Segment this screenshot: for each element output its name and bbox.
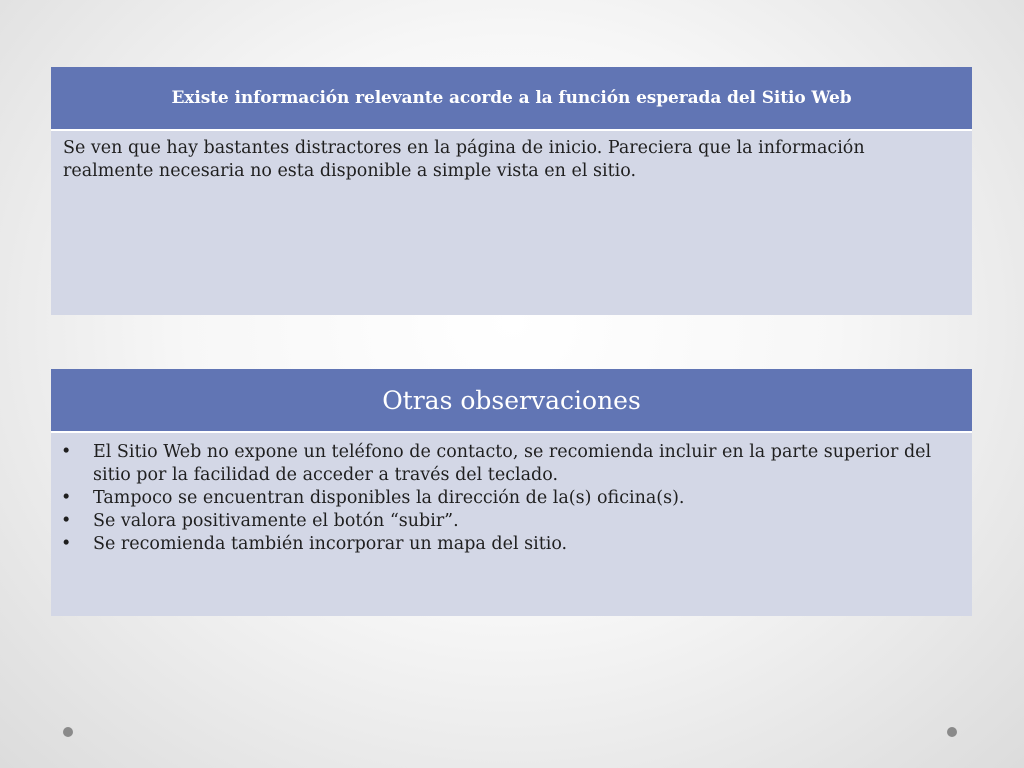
observations-body (51, 433, 972, 616)
table-body-text: Se ven que hay bastantes distractores en la página de inicio. Pareciera que la información realmente necesaria no esta disponible a simple vista en el sitio. (63, 138, 865, 181)
evaluation-table (51, 67, 972, 315)
bullet-icon: • (61, 511, 72, 531)
observations-heading (51, 369, 972, 433)
observations-heading-text: Otras observaciones (382, 385, 641, 415)
bullet-icon: • (61, 488, 72, 508)
list-item (61, 533, 962, 556)
table-heading-text: Existe información relevante acorde a la función esperada del Sitio Web (171, 88, 852, 108)
list-item (61, 441, 962, 487)
list-item-text: El Sitio Web no expone un teléfono de contacto, se recomienda incluir en la parte superior del sitio por la facilidad de acceder a través del teclado. (93, 442, 932, 485)
bullet-icon: • (61, 442, 72, 462)
list-item (61, 510, 962, 533)
list-item (61, 487, 962, 510)
decorative-dot-icon (947, 727, 957, 737)
observations-list (61, 441, 962, 556)
list-item-text: Se recomienda también incorporar un mapa del sitio. (93, 534, 568, 554)
observations-table (51, 369, 972, 616)
bullet-icon: • (61, 534, 72, 554)
table-heading (51, 67, 972, 131)
list-item-text: Tampoco se encuentran disponibles la dirección de la(s) oficina(s). (93, 488, 685, 508)
table-body (51, 131, 972, 315)
decorative-dot-icon (63, 727, 73, 737)
list-item-text: Se valora positivamente el botón “subir”. (93, 511, 459, 531)
